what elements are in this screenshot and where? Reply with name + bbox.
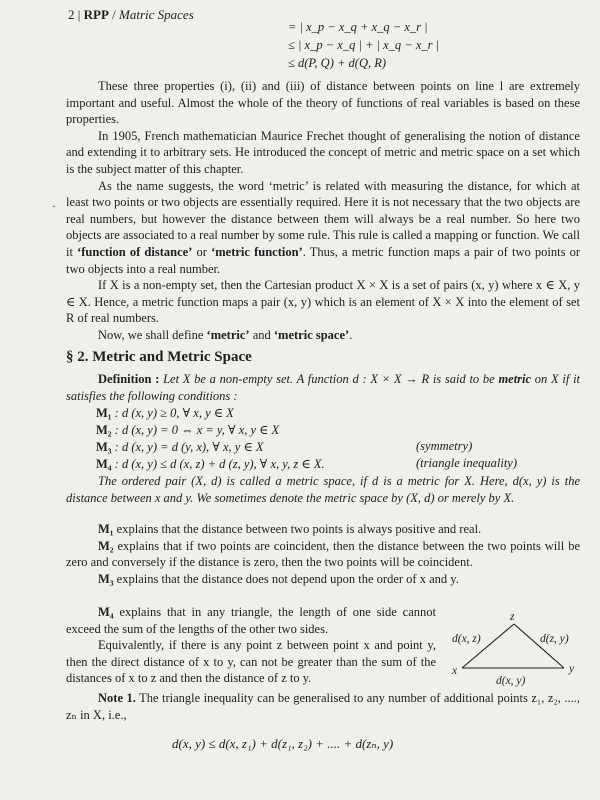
ordered-pair-block [66,473,580,506]
side-zy [514,624,564,668]
condition-m4: M₄ : d (x, y) ≤ d (x, z) + d (z, y), ∀ x, y, z ∈ X. (triangle inequality) [96,456,518,471]
side-xz [462,624,514,668]
ordered-pair-text: The ordered pair (X, d) is called a metric space, if d is a metric for X. Here, d(x, y) is the distance between x and y. We sometimes denote the metric space by (X, d) or merely by X. [66,474,580,505]
label-d-xy: d(x, y) [496,675,526,687]
equation-line-2: ≤ | x_p − x_q | + | x_q − x_r | [288,38,440,52]
chapter-title: Matric Spaces [119,7,194,22]
explanation-m1: M₁ explains that the distance between two points is always positive and real. [98,522,482,536]
triangle-diagram [438,612,588,692]
term-metric-def: metric [498,372,532,386]
paragraph-cartesian: If X is a non-empty set, then the Cartesian product X × X is a set of pairs (x, y) where x ∈ X, y ∈ X. Hence, a metric function maps a pair (x, y) which is an element of X × X into the element of set R of real numbers. [66,278,580,326]
note-text: Note 1. The triangle inequality can be generalised to any number of additional points z₁, z₂, ...., zₙ in X, i.e., [66,691,580,722]
explanation-m2: M₂ explains that if two points are coincident, then the distance between the two points will be zero and conversely if the distance is zero, then the two points will be coincident. [66,538,580,570]
equation-line-3: ≤ d(P, Q) + d(Q, R) [288,56,387,70]
explanations-block [66,521,580,587]
label-d-zy: d(z, y) [540,633,569,645]
margin-mark: · [52,199,56,213]
page-header: 2 | RPP / Matric Spaces [68,7,194,22]
paragraph-frechet: In 1905, French mathematician Maurice Frechet thought of generalising the notion of distance and extending it to arbitrary sets. He introduced the concept of metric and metric space on a set which is the subject matter of this chapter. [66,128,580,176]
note-block [66,690,580,723]
definition-label: Definition : [98,372,160,386]
equivalently-text: Equivalently, if there is any point z between point x and point y, then the direct distance of x to y, can not be greater than the sum of the distances of x to z and then the distance of z to y. [66,638,436,686]
definition-text: Definition : Let X be a non-empty set. A function d : X × X → R is said to be metric on X if it satisfies the following conditions : [66,372,581,403]
condition-m2: M₂ : d (x, y) = 0 ⇔ x = y, ∀ x, y ∈ X [96,423,280,437]
paragraph-define: Now, we shall define ‘metric’ and ‘metric space’. [98,327,353,342]
intro-text [66,78,580,344]
generalised-inequality: d(x, y) ≤ d(x, z₁) + d(z₁, z₂) + .... + d(zₙ, y) [172,736,394,751]
header-separator: | [77,7,81,22]
section-title: § 2. Metric and Metric Space [66,349,252,365]
term-metric-function: ‘metric function’ [211,244,303,259]
equation-line-1: = | x_p − x_q + x_q − x_r | [288,20,428,34]
explanation-m4: M₄ explains that in any triangle, the length of one side cannot exceed the sum of the lengths of the other two sides. [66,605,436,636]
triangle-text-block [66,604,436,687]
condition-m1: M₁ : d (x, y) ≥ 0, ∀ x, y ∈ X [96,406,234,420]
triangle-inequality-note: (triangle inequality) [416,456,518,470]
note-label: Note 1. [98,691,136,705]
label-d-xz: d(x, z) [452,633,481,645]
vertex-x-label: x [452,665,458,677]
symmetry-note: (symmetry) [416,439,473,453]
condition-m3: M₃ : d (x, y) = d (y, x), ∀ x, y ∈ X (symmetry) [96,439,473,454]
vertex-z-label: z [510,612,515,623]
paragraph-properties: These three properties (i), (ii) and (iii) of distance between points on line l are extremely important and useful. Almost the whole of the theory of functions of real variables is based on these properties. [66,79,580,127]
term-metric-space: ‘metric space’ [273,327,350,342]
term-metric: ‘metric’ [206,327,250,342]
book-title: RPP [83,7,109,22]
vertex-y-label: y [569,663,575,675]
definition-block [66,371,580,404]
paragraph-metric-name: As the name suggests, the word ‘metric’ is related with measuring the distance, for which at least two points or two objects are essentially required. Here it is not necessary that the two objects are real numbers, but however the distance between them will always be a real number. So here two objects are associated to a real number by some rule. This rule is called a mapping or function. We call it ‘function of distance’ or ‘metric function’. Thus, a metric function maps a pair of two points or two objects into a real number. [66,178,580,276]
page-number: 2 [68,7,75,22]
term-function-of-distance: ‘function of distance’ [77,244,193,259]
explanation-m3: M₃ explains that the distance does not depend upon the order of x and y. [98,571,459,586]
